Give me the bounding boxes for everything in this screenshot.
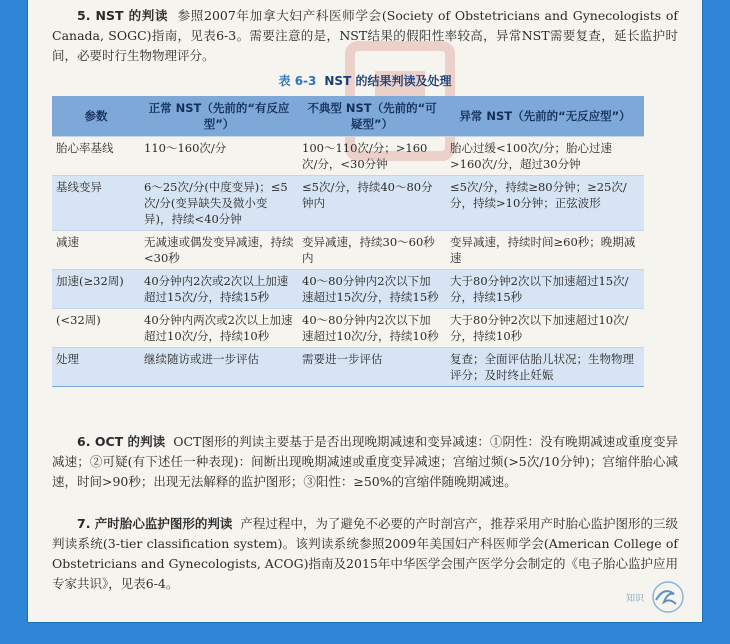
table-cell: 大于80分钟2次以下加速超过15次/分，持续15秒 — [446, 270, 644, 309]
section-7-body: 产程过程中，为了避免不必要的产时剖宫产，推荐采用产时胎心监护图形的三级判读系统(3-tier classification system)。该判读系统参照2009年美国妇产科医师学会(American College of Obstetricians and Gynecologists, ACOG)指南及2015年中华医学会围产医学分会制定的《电子胎心监护应用专家共识》，见表6-4。 — [52, 516, 678, 591]
section-6 — [52, 432, 678, 492]
table-cell: ≤5次/分，持续≥80分钟；≥25次/分，持续>10分钟；正弦波形 — [446, 176, 644, 231]
table-cell: 无减速或偶发变异减速，持续<30秒 — [140, 231, 298, 270]
table-cell: 100～110次/分；>160次/分，<30分钟 — [298, 137, 446, 176]
section-7-heading: 7. 产时胎心监护图形的判读 — [77, 516, 233, 531]
section-6-body: OCT图形的判读主要基于是否出现晚期减速和变异减速：①阴性：没有晚期减速或重度变异减速；②可疑(有下述任一种表现)：间断出现晚期减速或重度变异减速；宫缩过频(>5次/10分钟)；宫缩伴胎心减速，时间>90秒；出现无法解释的监护图形；③阳性：≥50%的宫缩伴随晚期减速。 — [52, 434, 679, 489]
table-number: 表 6-3 — [278, 74, 317, 88]
book-page — [28, 0, 702, 622]
section-6-heading: 6. OCT 的判读 — [77, 434, 166, 449]
nst-table — [52, 96, 644, 387]
table-cell: 复查；全面评估胎儿状况；生物物理评分；及时终止妊娠 — [446, 348, 644, 387]
table-cell: 40分钟内2次或2次以上加速超过15次/分，持续15秒 — [140, 270, 298, 309]
table-row — [52, 309, 644, 348]
table-row — [52, 137, 644, 176]
table-title: NST 的结果判读及处理 — [324, 74, 452, 88]
table-cell: 变异减速，持续时间≥60秒；晚期减速 — [446, 231, 644, 270]
table-cell: 需要进一步评估 — [298, 348, 446, 387]
table-cell: 40～80分钟内2次以下加速超过10次/分，持续10秒 — [298, 309, 446, 348]
table-cell: 6～25次/分(中度变异)；≤5次/分(变异缺失及微小变异)，持续<40分钟 — [140, 176, 298, 231]
footer-text: 知识 — [625, 594, 644, 604]
header-abnormal: 异常 NST（先前的“无反应型”） — [446, 96, 644, 137]
table-cell: 处理 — [52, 348, 140, 387]
table-cell: 减速 — [52, 231, 140, 270]
header-atypical: 不典型 NST（先前的“可疑型”） — [298, 96, 446, 137]
section-5-heading: 5. NST 的判读 — [77, 8, 169, 23]
table-row — [52, 176, 644, 231]
table-cell: 变异减速，持续30～60秒内 — [298, 231, 446, 270]
table-cell: 胎心过缓<100次/分；胎心过速>160次/分，超过30分钟 — [446, 137, 644, 176]
table-row — [52, 231, 644, 270]
header-param: 参数 — [52, 96, 140, 137]
table-cell: 胎心率基线 — [52, 137, 140, 176]
table-header-row — [52, 96, 644, 137]
table-cell: 40分钟内两次或2次以上加速超过10次/分，持续10秒 — [140, 309, 298, 348]
header-normal: 正常 NST（先前的“有反应型”） — [140, 96, 298, 137]
table-caption — [28, 72, 702, 89]
table-cell: (<32周) — [52, 309, 140, 348]
table-row — [52, 348, 644, 387]
table-cell: 基线变异 — [52, 176, 140, 231]
table-cell: 加速(≥32周) — [52, 270, 140, 309]
section-7 — [52, 514, 678, 594]
table-cell: 40～80分钟内2次以下加速超过15次/分，持续15秒 — [298, 270, 446, 309]
table-row — [52, 270, 644, 309]
table-cell: 继续随访或进一步评估 — [140, 348, 298, 387]
table-cell: ≤5次/分，持续40～80分钟内 — [298, 176, 446, 231]
table-cell: 110～160次/分 — [140, 137, 298, 176]
section-5-body: 参照2007年加拿大妇产科医师学会(Society of Obstetricians and Gynecologists of Canada, SOGC)指南，见表6-3。需要注意的是，NST结果的假阳性率较高，异常NST需要复查，延长监护时间，必要时行生物物理评分。 — [52, 8, 678, 63]
table-cell: 大于80分钟2次以下加速超过10次/分，持续10秒 — [446, 309, 644, 348]
footer-wave-logo-icon — [624, 580, 688, 614]
